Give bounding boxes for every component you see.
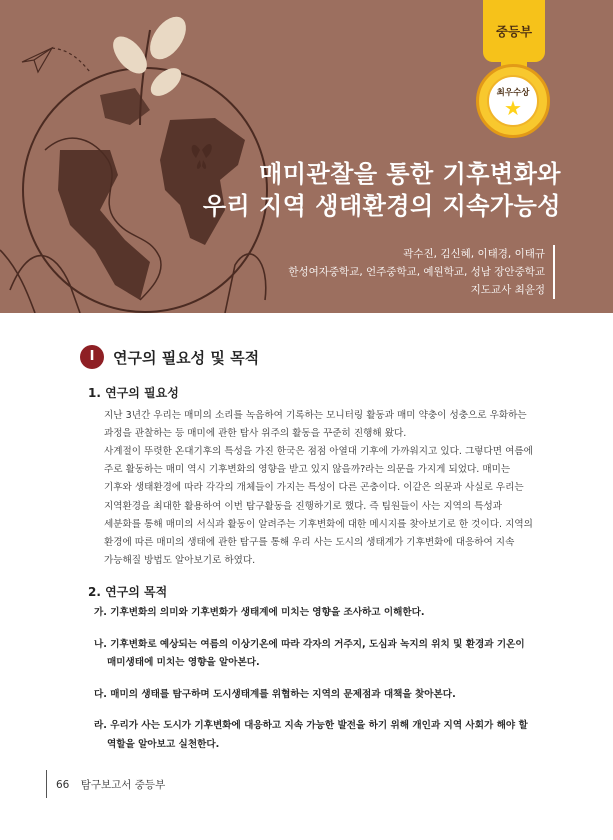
award-medal [476,64,550,138]
paragraph-need-1 [104,407,534,443]
subheading-need: 1. 연구의 필요성 [88,386,179,400]
list-item-line: 다. 매미의 생태를 탐구하며 도시생태계를 위협하는 지역의 문제점과 대책을 찾아본다. [94,688,456,700]
title-line-1: 매미관찰을 통한 기후변화와 [259,160,561,188]
author-names: 곽수진, 김신혜, 이태경, 이태규 [403,248,545,260]
section-title: 연구의 필요성 및 목적 [113,348,260,367]
list-item-line: 라. 우리가 사는 도시가 기후변화에 대응하고 지속 가능한 발전을 하기 위해 개인과 지역 사회가 해야 할 [94,720,528,731]
paragraph-line: 세분화를 통해 매미의 서식과 활동이 알려주는 기후변화에 대한 메시지를 찾아보기로 한 것이다. 지역의 [104,518,533,530]
title-line-2: 우리 지역 생태환경의 지속가능성 [202,192,561,220]
purpose-list [94,604,534,767]
list-item [94,686,534,705]
advisor: 지도교사 최윤정 [470,284,545,296]
page-number: 66 [56,779,70,791]
paragraph-need-2 [104,443,534,570]
section-number: I [80,345,104,369]
footer-label: 탐구보고서 [80,779,132,791]
list-item-line: 가. 기후변화의 의미와 기후변화가 생태계에 미치는 영향을 조사하고 이해한다. [94,607,425,618]
footer-divider [46,770,47,798]
medal-label: 최우수상 [496,88,530,98]
paragraph-line: 과정을 관찰하는 등 매미에 관한 탐사 위주의 활동을 꾸준히 진행해 왔다. [104,428,407,440]
list-item [94,717,534,754]
division-ribbon [483,0,545,62]
paragraph-line: 기후와 생태환경에 따라 각각의 개체들이 가지는 특성이 다른 곤충이다. 이같은 의문과 사실로 우리는 [104,482,524,494]
section-heading [80,344,259,370]
author-schools: 한성여자중학교, 언주중학교, 예원학교, 성남 장안중학교 [288,266,545,278]
paragraph-line: 주로 활동하는 매미 역시 기후변화의 영향을 받고 있지 않을까?라는 의문을 가지게 되었다. 매미는 [104,464,511,476]
division-ribbon-label: 중등부 [495,24,533,39]
paragraph-line: 지난 3년간 우리는 매미의 소리를 녹음하여 기록하는 모니터링 활동과 매미 약충이 성충으로 우화하는 [104,410,527,421]
list-item [94,636,534,673]
paragraph-line: 환경에 따른 매미의 생태에 관한 탐구를 통해 우리 사는 도시의 생태계가 기후변화에 대응하여 지속 [104,537,515,549]
footer-division: 중등부 [134,779,166,791]
medal-face [487,75,539,127]
page-footer [56,777,165,792]
list-item-line: 나. 기후변화로 예상되는 여름의 이상기온에 따라 각자의 거주지, 도심과 녹지의 위치 및 환경과 기온이 [94,638,525,650]
paragraph-line: 가능해질 방법도 알아보기로 하였다. [104,555,256,567]
list-item-continuation: 역할을 알아보고 실천한다. [107,738,220,750]
list-item [94,604,534,623]
paragraph-line: 지역환경을 최대한 활용하여 이번 탐구활동을 진행하기로 했다. 즉 팀원들이 사는 지역의 특성과 [104,500,503,512]
authors-block [288,245,555,299]
paragraph-line: 사계절이 뚜렷한 온대기후의 특성을 가진 한국은 점점 아열대 기후에 가까워지고 있다. 그렇다면 여름에 [104,446,533,457]
report-title [203,158,561,222]
subheading-purpose: 2. 연구의 목적 [88,585,168,599]
list-item-continuation: 매미생태에 미치는 영향을 알아본다. [107,657,260,668]
star-icon: ★ [504,96,522,120]
